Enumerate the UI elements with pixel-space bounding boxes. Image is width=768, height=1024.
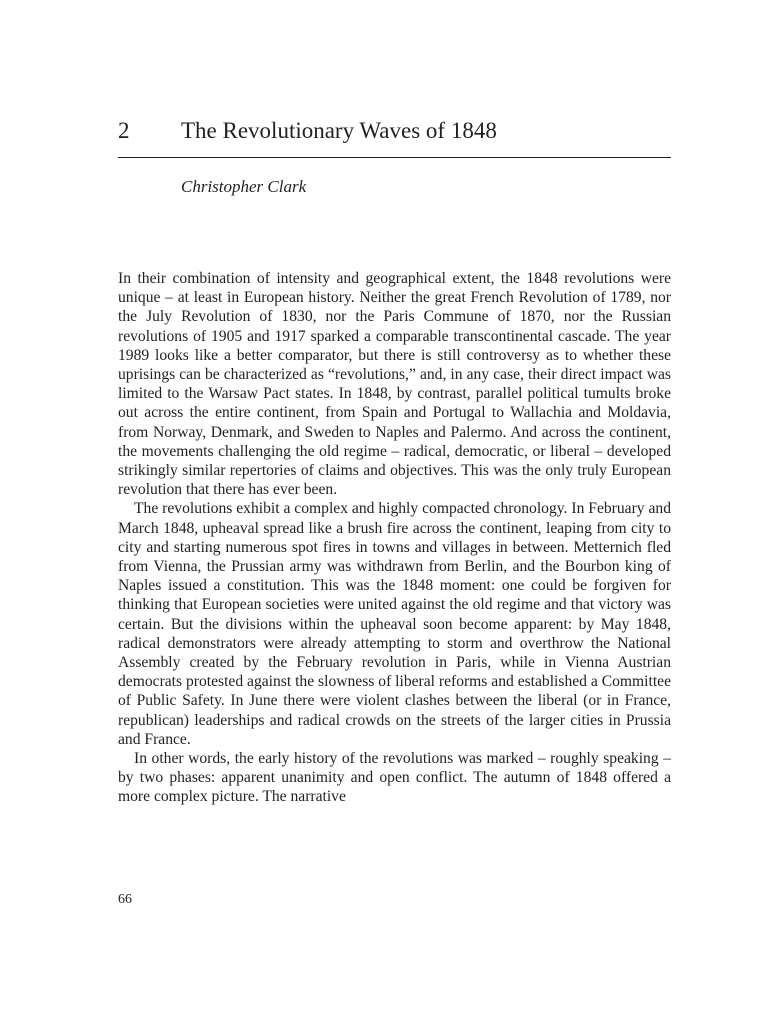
paragraph-3: In other words, the early history of the revolutions was marked – roughly speaking – by two phases: apparent unanimity and open conflict. The autumn of 1848 offered a more complex picture. The narrative — [118, 750, 671, 806]
paragraph-2: The revolutions exhibit a complex and highly compacted chronology. In February and March 1848, upheaval spread like a brush fire across the continent, leaping from city to city and starting numerous spot fires in towns and villages in between. Metternich fled from Vienna, the Prussian army was withdrawn from Berlin, and the Bourbon king of Naples issued a constitution. This was the 1848 moment: one could be forgiven for thinking that European societies were united against the old regime and that victory was certain. But the divisions within the upheaval soon become apparent: by May 1848, radical demonstrators were already attempting to storm and overthrow the National Assembly created by the February revolution in Paris, while in Vienna Austrian democrats protested against the slowness of liberal reforms and established a Committee of Public Safety. In June there were violent clashes between the liberal (or in France, republican) leaderships and radical crowds on the streets of the larger cities in Prussia and France. — [118, 500, 671, 748]
page-number: 66 — [118, 892, 132, 907]
body-text — [118, 269, 671, 807]
chapter-title: The Revolutionary Waves of 1848 — [181, 118, 497, 143]
chapter-number: 2 — [118, 118, 130, 143]
paragraph-1: In their combination of intensity and geographical extent, the 1848 revolutions were unique – at least in European history. Neither the great French Revolution of 1789, nor the July Revolution of 1830, nor the Paris Commune of 1870, nor the Russian revolutions of 1905 and 1917 sparked a comparable transcontinental cascade. The year 1989 looks like a better comparator, but there is still controversy as to whether these uprisings can be characterized as “revolutions,” and, in any case, their direct impact was limited to the Warsaw Pact states. In 1848, by contrast, parallel political tumults broke out across the entire continent, from Spain and Portugal to Wallachia and Moldavia, from Norway, Denmark, and Sweden to Naples and Palermo. And across the continent, the movements challenging the old regime – radical, democratic, or liberal – developed strikingly similar repertories of claims and objectives. This was the only truly European revolution that there has ever been. — [118, 270, 671, 499]
author-name: Christopher Clark — [181, 177, 307, 196]
heading-rule — [118, 157, 671, 158]
chapter-heading — [118, 114, 670, 148]
